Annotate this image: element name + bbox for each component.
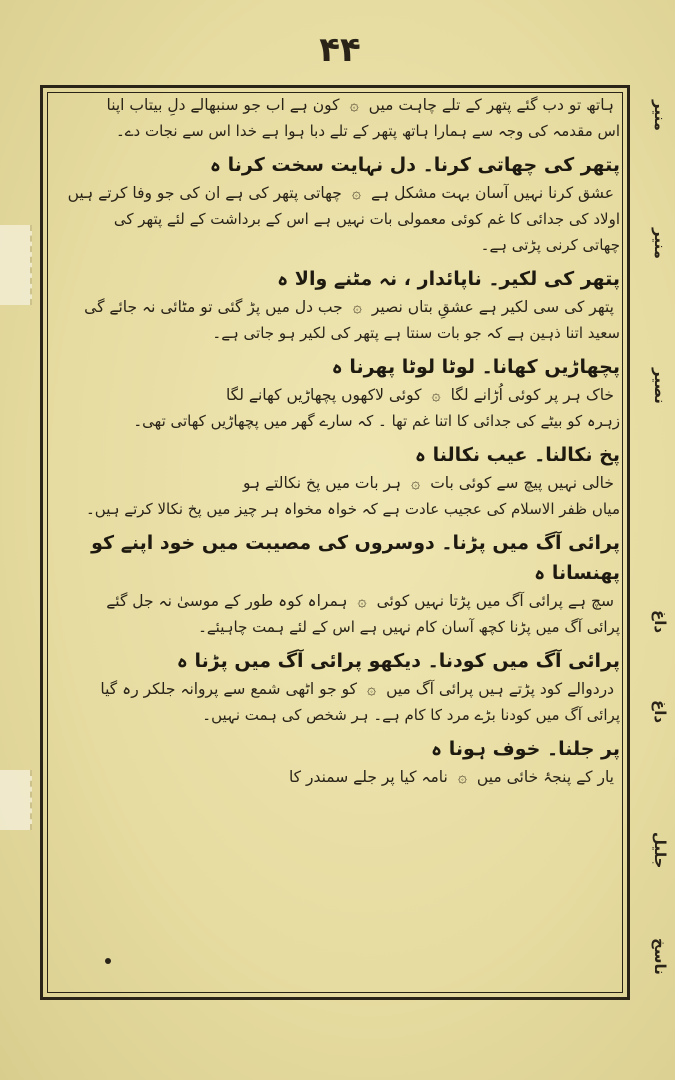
- example-sentence: زہرہ کو بیٹے کی جدائی کا اتنا غم تھا ۔ کہ سارے گھر میں پچھاڑیں کھاتی تھی۔: [133, 412, 620, 430]
- verse-hemistich: دردوالے کود پڑتے ہیں پرائی آگ میں: [386, 680, 614, 698]
- idiom-heading: پرائی آگ میں پڑنا۔ دوسروں کی مصیبت میں خود اپنے کو پھنسانا ہ: [91, 532, 620, 584]
- page-number: ۴۴: [319, 30, 361, 70]
- verse-hemistich: کو جو اٹھی شمع سے پروانہ جلکر رہ گیا: [100, 680, 357, 698]
- verse-hemistich: چھاتی پتھر کی ہے ان کی جو وفا کرتے ہیں: [67, 184, 342, 202]
- verse-hemistich: سچ ہے پرائی آگ میں پڑتا نہیں کوئی: [376, 592, 614, 610]
- ink-blot: [105, 958, 111, 964]
- verse-hemistich: جب دل میں پڑ گئی تو مٹائی نہ جائے گی: [84, 298, 343, 316]
- margin-poet-name: نصیر: [651, 368, 669, 404]
- example-sentence: چھاتی کرنی پڑتی ہے۔: [480, 236, 620, 254]
- verse-hemistich: نامہ کیا پر جلے سمندر کا: [288, 768, 448, 786]
- verse-hemistich: خاک ہر پر کوئی اُڑانے لگا: [450, 386, 614, 404]
- idiom-heading: پچھاڑیں کھانا۔ لوٹا لوٹا پھرنا ہ: [331, 356, 620, 378]
- verse-couplet: عشق کرنا نہیں آسان بہت مشکل ہے۞چھاتی پتھر کی ہے ان کی جو وفا کرتے ہیں: [67, 184, 614, 202]
- verse-couplet: دردوالے کود پڑتے ہیں پرائی آگ میں۞کو جو اٹھی شمع سے پروانہ جلکر رہ گیا: [100, 680, 614, 698]
- verse-couplet: سچ ہے پرائی آگ میں پڑتا نہیں کوئی۞ہمراہ کوہ طور کے موسیٰ نہ جل گئے: [106, 592, 614, 610]
- verse-hemistich: یار کے پنجۂ خائی میں: [476, 768, 614, 786]
- idiom-entry: [50, 150, 620, 258]
- example-sentence: سعید اتنا ذہین ہے کہ جو بات سنتا ہے پتھر کی لکیر ہو جاتی ہے۔: [212, 324, 620, 342]
- verse-hemistich: ہر بات میں پخ نکالتے ہو: [242, 474, 402, 492]
- example-sentence: پرائی آگ میں پڑنا کچھ آسان کام نہیں ہے اس کے لئے ہمت چاہیئے۔: [198, 618, 620, 636]
- example-sentence: پرائی آگ میں کودنا بڑے مرد کا کام ہے۔ ہر شخص کی ہمت نہیں۔: [202, 706, 620, 724]
- margin-poet-name: داغ: [651, 700, 669, 724]
- verse-couplet: خاک ہر پر کوئی اُڑانے لگا۞کوئی لاکھوں پچھاڑیں کھانے لگا: [225, 386, 614, 404]
- verse-hemistich: کوئی لاکھوں پچھاڑیں کھانے لگا: [225, 386, 422, 404]
- idiom-entry: [50, 528, 620, 640]
- example-sentence: اولاد کی جدائی کا غم کوئی معمولی بات نہیں ہے اس کے برداشت کے لئے پتھر کی: [113, 210, 620, 228]
- verse-couplet: خالی نہیں پیچ سے کوئی بات۞ہر بات میں پخ نکالتے ہو: [242, 474, 614, 492]
- margin-poet-name: منیر: [651, 228, 669, 259]
- idiom-entry: [50, 92, 620, 144]
- margin-poet-name: داغ: [651, 610, 669, 634]
- idiom-entry: [50, 352, 620, 434]
- verse-hemistich: ہمراہ کوہ طور کے موسیٰ نہ جل گئے: [106, 592, 348, 610]
- idiom-entry: [50, 264, 620, 346]
- verse-hemistich: پتھر کی سی لکیر ہے عشقِ بتاں نصیر: [371, 298, 614, 316]
- idiom-entry: [50, 440, 620, 522]
- margin-poet-name: ناسخ: [651, 938, 669, 975]
- idiom-heading: پتھر کی چھاتی کرنا۔ دل نہایت سخت کرنا ہ: [209, 154, 620, 176]
- verse-hemistich: خالی نہیں پیچ سے کوئی بات: [430, 474, 614, 492]
- example-sentence: اس مقدمہ کی وجہ سے ہمارا ہاتھ پتھر کے تلے دبا ہوا ہے خدا اس سے نجات دے۔: [115, 122, 620, 140]
- verse-hemistich: کون ہے اب جو سنبھالے دلِ بیتاب اپنا: [106, 96, 340, 114]
- idiom-heading: پرائی آگ میں کودنا۔ دیکھو پرائی آگ میں پڑنا ہ: [176, 650, 620, 672]
- torn-page-edge: [0, 225, 32, 305]
- idiom-heading: پتھر کی لکیر۔ ناپائدار ، نہ مٹنے والا ہ: [277, 268, 620, 290]
- verse-couplet: ہاتھ تو دب گئے پتھر کے تلے چاہت میں۞کون ہے اب جو سنبھالے دلِ بیتاب اپنا: [106, 96, 614, 114]
- verse-hemistich: عشق کرنا نہیں آسان بہت مشکل ہے: [370, 184, 614, 202]
- example-sentence: میاں ظفر الاسلام کی عجیب عادت ہے کہ خواہ مخواہ ہر چیز میں پخ نکالا کرتے ہیں۔: [86, 500, 620, 518]
- verse-couplet: یار کے پنجۂ خائی میں۞نامہ کیا پر جلے سمندر کا: [288, 768, 614, 786]
- torn-page-edge: [0, 770, 32, 830]
- verse-hemistich: ہاتھ تو دب گئے پتھر کے تلے چاہت میں: [368, 96, 614, 114]
- verse-couplet: پتھر کی سی لکیر ہے عشقِ بتاں نصیر۞جب دل میں پڑ گئی تو مٹائی نہ جائے گی: [84, 298, 614, 316]
- idiom-entry: [50, 734, 620, 790]
- idiom-heading: پر جلنا۔ خوف ہونا ہ: [430, 738, 620, 760]
- margin-poet-name: جلیل: [651, 832, 669, 869]
- page-content: [50, 92, 620, 982]
- idiom-heading: پخ نکالنا۔ عیب نکالنا ہ: [414, 444, 620, 466]
- idiom-entry: [50, 646, 620, 728]
- margin-poet-name: منیر: [651, 100, 669, 131]
